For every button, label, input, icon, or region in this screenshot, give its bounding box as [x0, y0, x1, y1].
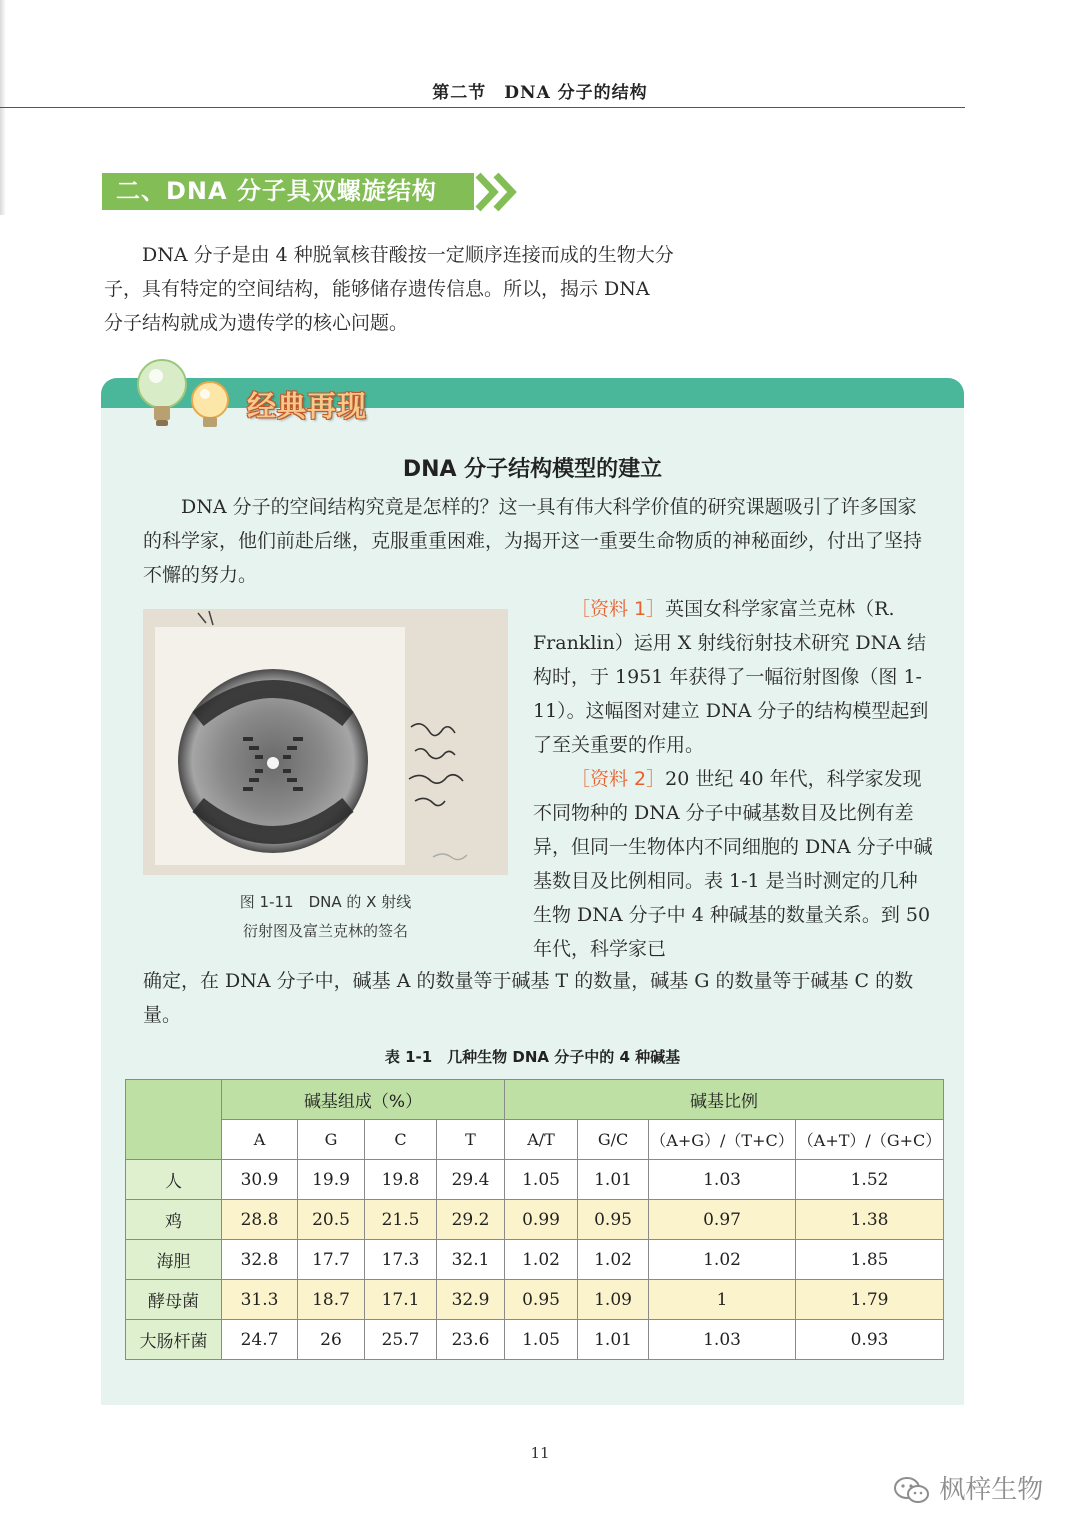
table-cell: 29.4 [437, 1160, 505, 1200]
reference-1-tag: ［资料 1］ [571, 598, 666, 620]
column-header: （A+T）/（G+C） [796, 1120, 944, 1160]
table-cell: 23.6 [437, 1320, 505, 1360]
watermark-text: 枫梓生物 [939, 1475, 1044, 1505]
table-cell: 30.9 [222, 1160, 298, 1200]
table-cell: 1 [649, 1280, 796, 1320]
double-chevron-icon [472, 171, 522, 213]
table-cell: 29.2 [437, 1200, 505, 1240]
table-row [126, 1320, 944, 1360]
base-composition-table [125, 1079, 944, 1360]
reference-2-tag: ［资料 2］ [571, 768, 666, 790]
reference-1-text: 英国女科学家富兰克林（R. Franklin）运用 X 射线衍射技术研究 DNA 结构时，于 1951 年获得了一幅衍射图像（图 1-11）。这幅图对建立 DNA 分子的结构模型起到了至关重要的作用。 [533, 598, 929, 756]
table-row [126, 1280, 944, 1320]
table-cell: 19.8 [365, 1160, 437, 1200]
lightbulb-icon [132, 356, 242, 436]
table-cell: 17.7 [298, 1240, 365, 1280]
table-cell: 1.79 [796, 1280, 944, 1320]
column-header: A [222, 1120, 298, 1160]
table-cell: 1.85 [796, 1240, 944, 1280]
intro-text [104, 238, 674, 340]
table-cell: 32.8 [222, 1240, 298, 1280]
table-cell: 25.7 [365, 1320, 437, 1360]
reference-1 [533, 592, 933, 762]
reference-text [533, 592, 933, 966]
section-title: 二、DNA 分子具双螺旋结构 [116, 177, 437, 205]
table-cell: 1.02 [649, 1240, 796, 1280]
table-cell: 0.95 [505, 1280, 578, 1320]
table-cell: 0.97 [649, 1200, 796, 1240]
table-cell: 1.38 [796, 1200, 944, 1240]
figure-caption-line-1: 图 1-11 DNA 的 X 射线 [239, 893, 412, 911]
table-cell: 0.93 [796, 1320, 944, 1360]
table-cell: 1.05 [505, 1160, 578, 1200]
table-cell: 24.7 [222, 1320, 298, 1360]
table-cell: 1.52 [796, 1160, 944, 1200]
page-number: 11 [530, 1444, 550, 1462]
continuation-paragraph: 确定，在 DNA 分子中，碱基 A 的数量等于碱基 T 的数量，碱基 G 的数量等于碱基 C 的数量。 [143, 970, 914, 1026]
row-header: 大肠杆菌 [126, 1320, 222, 1360]
xray-diffraction-photo [143, 609, 508, 875]
header-rule [0, 107, 965, 108]
column-header: G [298, 1120, 365, 1160]
intro-paragraph: DNA 分子是由 4 种脱氧核苷酸按一定顺序连接而成的生物大分子，具有特定的空间结构，能够储存遗传信息。所以，揭示 DNA 分子结构就成为遗传学的核心问题。 [104, 244, 674, 334]
table-cell: 17.3 [365, 1240, 437, 1280]
figure-caption [143, 888, 508, 946]
box-intro [143, 490, 933, 592]
table-cell: 1.03 [649, 1160, 796, 1200]
figure-caption-line-2: 衍射图及富兰克林的签名 [242, 922, 408, 940]
table-cell: 17.1 [365, 1280, 437, 1320]
table-group-ratio: 碱基比例 [505, 1080, 944, 1120]
box-title: DNA 分子结构模型的建立 [402, 457, 663, 482]
table-cell: 1.09 [578, 1280, 649, 1320]
table-cell: 26 [298, 1320, 365, 1360]
table-group-composition: 碱基组成（%） [222, 1080, 505, 1120]
wechat-icon [893, 1476, 931, 1506]
table-corner-cell [126, 1080, 222, 1160]
table-cell: 21.5 [365, 1200, 437, 1240]
row-header: 海胆 [126, 1240, 222, 1280]
table-cell: 1.02 [505, 1240, 578, 1280]
table-row [126, 1200, 944, 1240]
row-header: 鸡 [126, 1200, 222, 1240]
table-cell: 32.1 [437, 1240, 505, 1280]
table-row [126, 1160, 944, 1200]
table-cell: 18.7 [298, 1280, 365, 1320]
table-row [126, 1240, 944, 1280]
column-header: C [365, 1120, 437, 1160]
table-cell: 19.9 [298, 1160, 365, 1200]
table-cell: 1.02 [578, 1240, 649, 1280]
continuation-text [143, 964, 933, 1032]
table-cell: 1.01 [578, 1160, 649, 1200]
table-cell: 0.95 [578, 1200, 649, 1240]
table-cell: 28.8 [222, 1200, 298, 1240]
row-header: 人 [126, 1160, 222, 1200]
reference-2 [533, 762, 933, 966]
table-cell: 1.01 [578, 1320, 649, 1360]
box-intro-paragraph: DNA 分子的空间结构究竟是怎样的？这一具有伟大科学价值的研究课题吸引了许多国家的科学家，他们前赴后继，克服重重困难，为揭开这一重要生命物质的神秘面纱，付出了坚持不懈的努力。 [143, 496, 923, 586]
running-header: 第二节 DNA 分子的结构 [432, 83, 648, 103]
table-title: 表 1-1 几种生物 DNA 分子中的 4 种碱基 [384, 1048, 681, 1066]
table-cell: 20.5 [298, 1200, 365, 1240]
watermark [893, 1470, 1043, 1510]
reference-2-text: 20 世纪 40 年代，科学家发现不同物种的 DNA 分子中碱基数目及比例有差异，但同一生物体内不同细胞的 DNA 分子中碱基数目及比例相同。表 1-1 是当时测定的几种生物 DNA 分子中 4 种碱基的数量关系。到 50 年代，科学家已 [533, 768, 933, 960]
table-cell: 32.9 [437, 1280, 505, 1320]
table-cell: 0.99 [505, 1200, 578, 1240]
column-header: G/C [578, 1120, 649, 1160]
column-header: A/T [505, 1120, 578, 1160]
table-cell: 1.03 [649, 1320, 796, 1360]
classic-box-label: 经典再现 [247, 389, 368, 423]
column-header: （A+G）/（T+C） [649, 1120, 796, 1160]
row-header: 酵母菌 [126, 1280, 222, 1320]
column-header: T [437, 1120, 505, 1160]
table-cell: 1.05 [505, 1320, 578, 1360]
table-cell: 31.3 [222, 1280, 298, 1320]
